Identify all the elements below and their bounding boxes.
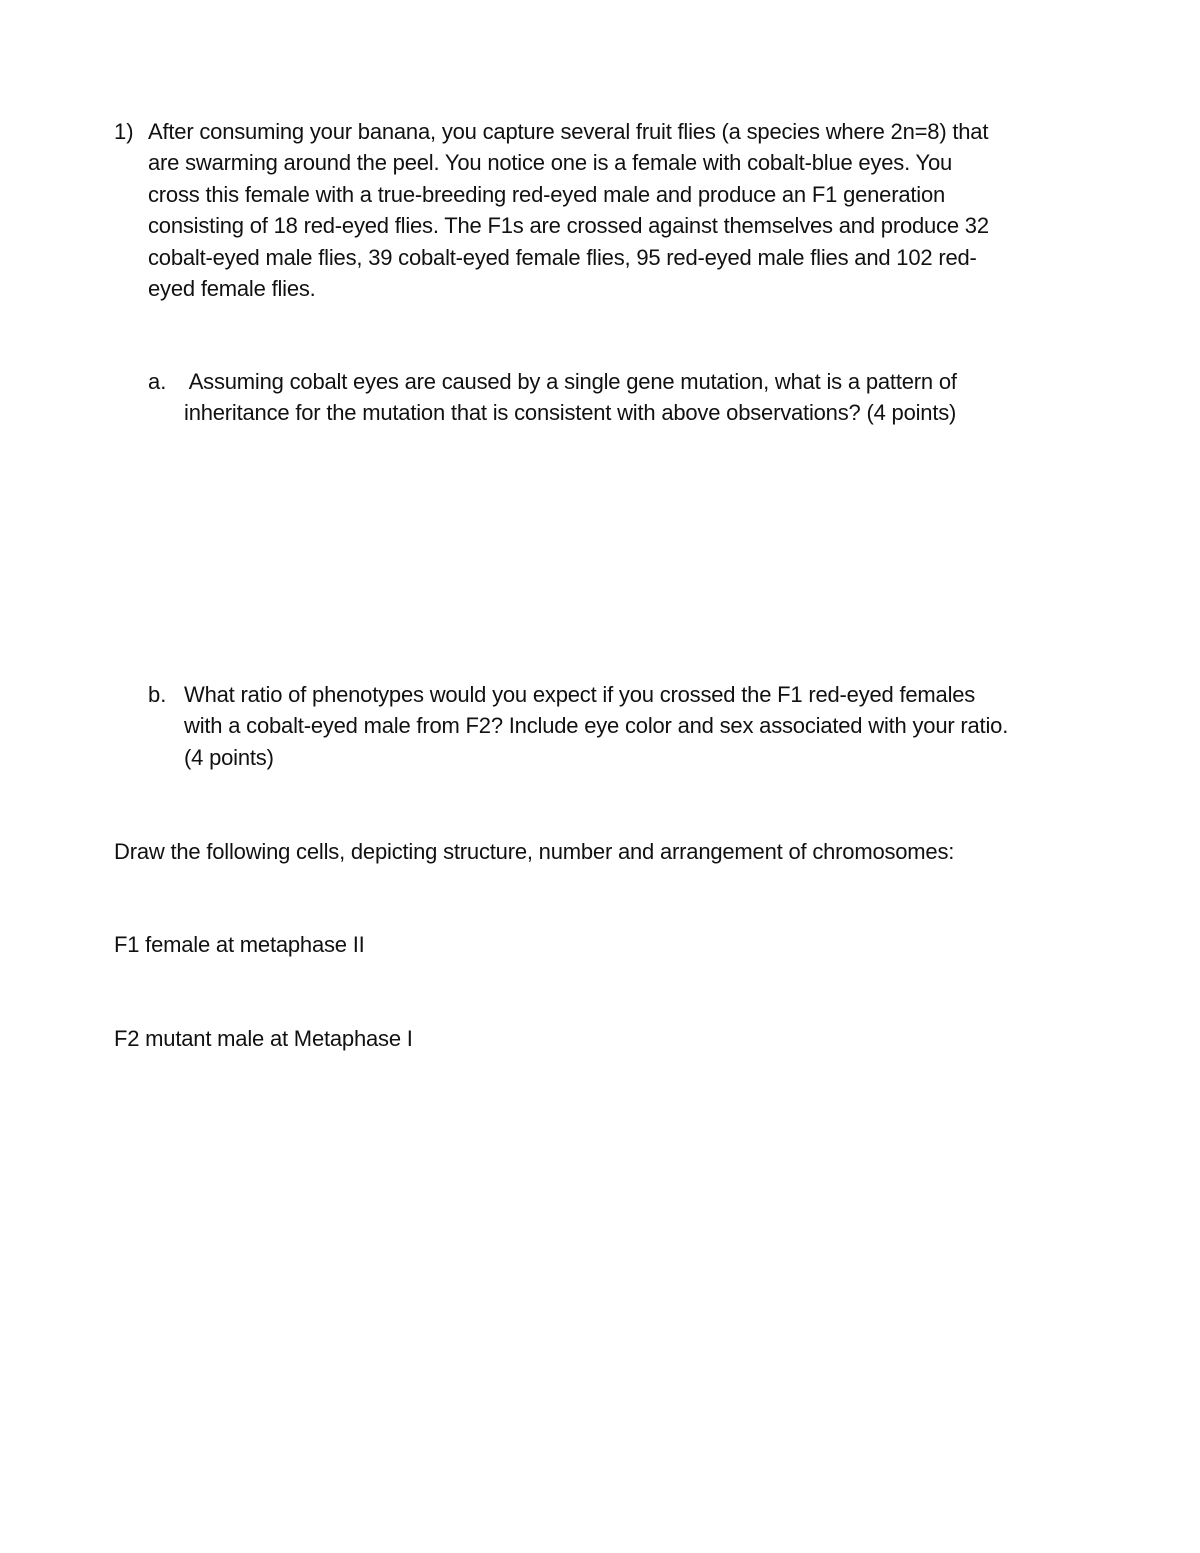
part-a-label: a. xyxy=(148,369,167,394)
part-b-label: b. xyxy=(148,682,167,707)
question-text xyxy=(148,116,1078,304)
part-b-line: with a cobalt-eyed male from F2? Include eye color and sex associated with your ratio. xyxy=(184,713,1009,739)
question-line: consisting of 18 red-eyed flies. The F1s are crossed against themselves and produce 32 xyxy=(148,213,989,239)
part-b-line: (4 points) xyxy=(184,744,274,770)
drawing-instructions: Draw the following cells, depicting structure, number and arrangement of chromosomes: xyxy=(114,839,955,864)
question-line: After consuming your banana, you capture several fruit flies (a species where 2n=8) that xyxy=(148,119,989,144)
part-a-line: Assuming cobalt eyes are caused by a single gene mutation, what is a pattern of xyxy=(184,369,957,394)
part-a-line: inheritance for the mutation that is consistent with above observations? (4 points) xyxy=(184,400,957,426)
question-line: cross this female with a true-breeding red-eyed male and produce an F1 generation xyxy=(148,181,946,207)
part-b-line: What ratio of phenotypes would you expect if you crossed the F1 red-eyed females xyxy=(184,682,976,707)
question-line: cobalt-eyed male flies, 39 cobalt-eyed female flies, 95 red-eyed male flies and 102 red- xyxy=(148,244,977,270)
question-line: are swarming around the peel. You notice one is a female with cobalt-blue eyes. You xyxy=(148,150,953,176)
cell-prompt-2: F2 mutant male at Metaphase I xyxy=(114,1026,413,1051)
part-a-text xyxy=(184,366,1064,429)
question-line: eyed female flies. xyxy=(148,276,316,302)
question-number: 1) xyxy=(114,119,134,144)
cell-prompt-1: F1 female at metaphase II xyxy=(114,932,365,957)
part-b-text xyxy=(184,679,1099,773)
